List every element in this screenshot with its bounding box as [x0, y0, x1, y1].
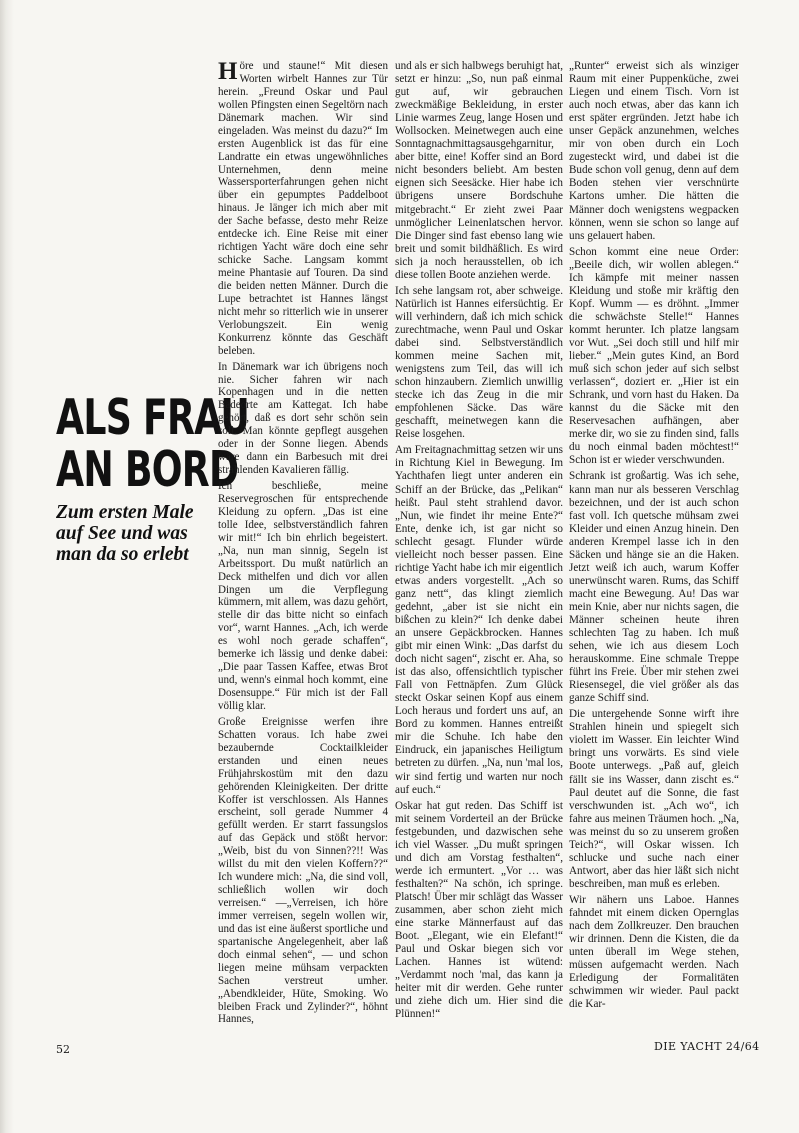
paragraph: Die untergehende Sonne wirft ihre Strahlen hinein und spiegelt sich violett im Wasser. Ein leichter Wind bringt uns vorwärts. Es sind viele Boote unterwegs. „Paß auf, gleich fällt sie ins Wasser, dann zischt es.“ Paul deutet auf die Sonne, die fast verschwunden ist. „Ach wo“, ich fahre aus meinen Träumen hoch. „Na, was meinst du so zu unserem großen Teich?“, will Oskar wissen. Ich schlucke und suche nach einer Antwort, aber das hier läßt sich nicht beschreiben, man muß es erleben.: [569, 708, 739, 890]
paragraph: Ich beschließe, meine Reservegroschen für entsprechende Kleidung zu opfern. „Das ist eine tolle Idee, selbstverständlich fahren wir mit!“ Ich bin ehrlich begeistert. „Na, nun man sinnig, Segeln ist Arbeitssport. Du mußt natürlich an Deck mithelfen und dich vor allen Dingen um die Verpflegung kümmern, mit allem, was dazu gehört, stelle dir das bitte nicht so einfach vor“, warnt Hannes. „Ach, ich werde es wohl noch gerade schaffen“, bemerke ich lässig und denke dabei: „Die paar Tassen Kaffee, etwas Brot und, wenn's einmal hoch kommt, eine Dosensuppe.“ Für mich ist der Fall völlig klar.: [218, 480, 388, 712]
subheadline: Zum ersten Male auf See und was man da so erlebt: [56, 502, 194, 565]
paragraph: Oskar hat gut reden. Das Schiff ist mit seinem Vorderteil an der Brücke festgebunden, und dazwischen sehe ich viel Wasser. „Du mußt springen und dich am Vorstag festhalten“, werde ich ermuntert. „Vor … was festhalten?“ Na schön, ich springe. Platsch! Über mir schlägt das Wasser zusammen, aber schon zieht mich eine starke Männerfaust auf das Boot. „Elegant, wie ein Elefant!“ Paul und Oskar biegen sich vor Lachen. Hannes ist wütend: „Verdammt noch 'mal, das kann ja heiter mit dir werden. Gehe runter und ziehe dich um. Hier sind die Plünnen!“: [395, 799, 563, 1021]
paragraph: „Runter“ erweist sich als winziger Raum mit einer Puppenküche, zwei Liegen und einem Tisch. Vorn ist auch noch etwas, aber das kann ich erst später ergründen. Jetzt habe ich unser Gepäck anzunehmen, welches mir von oben durch ein Loch zugesteckt wird, und dabei ist die Bude schon voll genug, denn auf dem Boden stehen vier verschnürte Kartons umher. Die hätten die Männer doch wenigstens wegpacken können, wenn sie schon so lange auf uns gelauert haben.: [569, 60, 739, 242]
article-column-2: [395, 60, 563, 1024]
page-number: 52: [56, 1043, 70, 1056]
article-column-3: [569, 60, 739, 1014]
paragraph: [218, 60, 388, 358]
drop-cap: H: [218, 58, 238, 85]
paragraph: Am Freitagnachmittag setzen wir uns in Richtung Kiel in Bewegung. Im Yachthafen liegt unter anderen ein Schiff an der Brücke, das „Pelikan“ heißt. Paul steht strahlend davor. „Nun, wie findet ihr meine Ente?“ Ente, denke ich, ist gar nicht so schlecht gesagt. Flunder würde vielleicht noch besser passen. Eine richtige Yacht habe ich mir eigentlich etwas anders vorgestellt. „Ach so ganz nett“, das klingt ziemlich gedehnt, „aber ist sie nicht ein bißchen zu klein?“ Ich denke dabei an unsere Gepäckbrocken. Hannes gibt mir einen Wink: „Das darfst du doch nicht sagen“, zischt er. Aha, so ist das also, offensichtlich typischer Fall von Fettnäpfen. Zum Glück steckt Oskar seinen Kopf aus einem Loch heraus und fordert uns auf, an Bord zu kommen. Hannes entreißt mir die Schuhe. Ich habe den Eindruck, ein japanisches Heiligtum betreten zu dürfen. „Na, nun 'mal los, wir sind fertig und warten nur noch auf euch.“: [395, 444, 563, 796]
paragraph: Schrank ist großartig. Was ich sehe, kann man nur als besseren Verschlag bezeichnen, und der ist auch schon fast voll. Ich quetsche mühsam zwei Kleider und einen Anzug hinein. Den anderen Krempel lasse ich in den Säcken und hänge sie an die Haken. Jetzt weiß ich auch, warum Koffer unerwünscht waren. Rums, das Schiff macht eine Bewegung. Au! Das war mein Knie, aber nur nichts sagen, die Männer scheinen heute ihren schlechten Tag zu haben. Ich muß sehen, wie ich aus diesem Loch herauskomme. Eine schmale Treppe führt ins Freie. Über mir stehen zwei Riesensegel, die viel größer als das ganze Schiff sind.: [569, 470, 739, 705]
paragraph: und als er sich halbwegs beruhigt hat, setzt er hinzu: „So, nun paß einmal gut auf, wir gebrauchen zweckmäßige Bekleidung, in erster Linie warmes Zeug, lange Hosen und Wollsocken. Meinetwegen auch eine Sonntagnachmittagsausgehgarnitur, aber bitte, eine! Koffer sind an Bord nicht besonders beliebt. Am besten eignen sich Seesäcke. Hier habe ich übrigens unsere Bordschuhe mitgebracht.“ Er zieht zwei Paar unmöglicher Leinenlatschen hervor. Die Dinger sind fast ebenso lang wie breit und somit bildhäßlich. Es wird sich ja noch herausstellen, ob ich diese tollen Boote anziehen werde.: [395, 60, 563, 281]
paragraph: Wir nähern uns Laboe. Hannes fahndet mit einem dicken Opernglas nach dem Zollkreuzer. Den brauchen wir drinnen. Denn die Kisten, die da unten überall im Wege stehen, müssen aufgemacht werden. Nach Erledigung der Formalitäten schwimmen wir wieder. Paul packt die Kar-: [569, 893, 739, 1011]
headline-block: [56, 389, 250, 565]
publication-footer: DIE YACHT 24/64: [654, 1040, 760, 1053]
paragraph: Große Ereignisse werfen ihre Schatten voraus. Ich habe zwei bezaubernde Cocktailkleider erstanden und einen neues Frühjahrskostüm mit den dazu gehörenden Kleinigkeiten. Der dritte Koffer ist verschlossen. Als Hannes erscheint, soll gerade Nummer 4 gefüllt werden. Er starrt fassungslos auf das Gepäck und stößt hervor: „Weib, bist du von Sinnen??!! Was willst du mit den vielen Koffern??“ Ich wundere mich: „Na, die sind voll, schließlich wollen wir doch verreisen.“ —„Verreisen, ich höre immer verreisen, segeln wollen wir, und das ist eine äußerst sportliche und spartanische Angelegenheit, aber laß doch einmal sehen“, — und schon liegen meine mühsam verpackten Sachen verstreut umher. „Abendkleider, Hüte, Smoking. Wo bleiben Frack und Zylinder?“, höhnt Hannes,: [218, 715, 388, 1026]
paragraph-text: öre und staune!“ Mit diesen Worten wirbelt Hannes zur Tür herein. „Freund Oskar und Paul wollen Pfingsten einen Segeltörn nach Dänemark machen. Wir sind eingeladen. Was meinst du dazu?“ Im ersten Augenblick ist das für eine Landratte ein etwas ungewöhnliches Unternehmen, denn meine Wassersporterfahrungen gehen nicht über ein gepumptes Paddelboot hinaus. Je länger ich mich aber mit der Sache befasse, desto mehr Reize entdecke ich. Eine Reise mit einer richtigen Yacht wäre doch eine sehr schicke Sache. Langsam kommt meine Phantasie auf Touren. Da sind die beiden netten Männer. Durch die Lupe betrachtet ist Hannes längst nicht mehr so ritterlich wie in unserer Verlobungszeit. Ein wenig Konkurrenz könnte das Geschäft beleben.: [218, 60, 388, 357]
headline-line-2: AN BORD: [56, 441, 239, 498]
headline-line-1: ALS FRAU: [56, 389, 250, 446]
article-column-1: [218, 60, 388, 1029]
paragraph: Schon kommt eine neue Order: „Beeile dich, wir wollen ablegen.“ Ich kämpfe mit meiner nassen Kleidung und stoße mir kräftig den Kopf. Wumm — es dröhnt. „Immer die schwächste Stelle!“ Hannes kommt herunter. Ich platze langsam vor Wut. „Sei doch still und hilf mir lieber.“ „Mein gutes Kind, an Bord muß sich schon jeder auf sich selbst verlassen“, doziert er. „Hier ist ein Schrank, und vorn hast du Haken. Da kannst du die Säcke mit den Reservesachen aufhängen, aber merke dir, wo sie zu finden sind, falls du noch einmal baden möchtest!“ Schon ist er wieder verschwunden.: [569, 245, 739, 467]
paragraph: In Dänemark war ich übrigens noch nie. Sicher fahren wir nach Kopenhagen und in die netten Badeorte am Kattegat. Ich habe gehört, daß es dort sehr schön sein soll. Man könnte gepflegt ausgehen oder in der Sonne liegen. Abends wäre dann ein Barbesuch mit drei strahlenden Kavalieren fällig.: [218, 360, 388, 477]
paragraph: Ich sehe langsam rot, aber schweige. Natürlich ist Hannes eifersüchtig. Er will verhindern, daß ich mich schick zurechtmache, wenn Paul und Oskar dabei sind. Selbstverständlich kommen meine Sachen mit, wenigstens zum Teil, das will ich schon hinzaubern. Ziemlich unwillig stecke ich das Zeug in die mir empfohlenen Säcke. Das wäre geschafft, meinetwegen kann die Reise losgehen.: [395, 284, 563, 441]
